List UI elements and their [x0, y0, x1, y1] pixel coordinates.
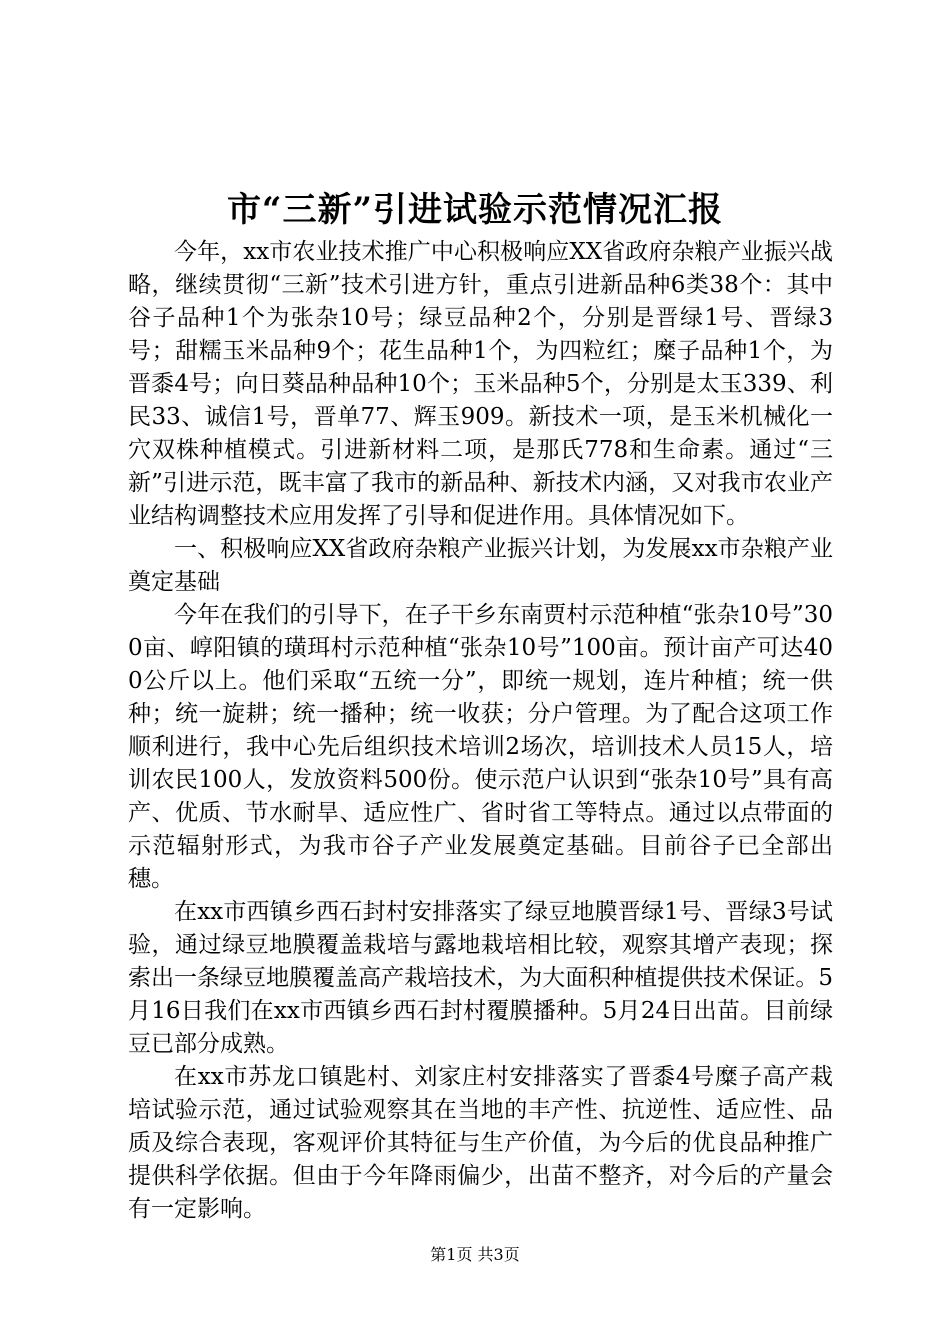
paragraph-mung-bean: 在xx市西镇乡西石封村安排落实了绿豆地膜晋绿1号、晋绿3号试验，通过绿豆地膜覆盖栽培与露地栽培相比较，观察其增产表现；探索出一条绿豆地膜覆盖高产栽培技术，为大面积种植提供技术保证。5月16日我们在xx市西镇乡西石封村覆膜播种。5月24日出苗。目前绿豆已部分成熟。: [128, 899, 833, 1057]
section-heading: 一、积极响应XX省政府杂粮产业振兴计划，为发展xx市杂粮产业奠定基础: [128, 536, 833, 595]
page-footer: 第1页 共3页: [430, 1245, 520, 1264]
paragraph-broomcorn-millet: 在xx市苏龙口镇匙村、刘家庄村安排落实了晋黍4号糜子高产栽培试验示范，通过试验观察其在当地的丰产性、抗逆性、适应性、品质及综合表现，客观评价其特征与生产价值，为今后的优良品种推广提供科学依据。但由于今年降雨偏少，出苗不整齐，对今后的产量会有一定影响。: [128, 1064, 833, 1222]
document-body: [128, 236, 833, 1226]
page-title: 市“三新”引进试验示范情况汇报: [226, 190, 724, 230]
paragraph-millet: 今年在我们的引导下，在子干乡东南贾村示范种植“张杂10号”300亩、崞阳镇的璜珥村示范种植“张杂10号”100亩。预计亩产可达400公斤以上。他们采取“五统一分”，即统一规划，连片种植；统一供种；统一旋耕；统一播种；统一收获；分户管理。为了配合这项工作顺利进行，我中心先后组织技术培训2场次，培训技术人员15人，培训农民100人，发放资料500份。使示范户认识到“张杂10号”具有高产、优质、节水耐旱、适应性广、省时省工等特点。通过以点带面的示范辐射形式，为我市谷子产业发展奠定基础。目前谷子已全部出穗。: [128, 602, 833, 892]
paragraph-intro: 今年，xx市农业技术推广中心积极响应XX省政府杂粮产业振兴战略，继续贯彻“三新”技术引进方针，重点引进新品种6类38个：其中谷子品种1个为张杂10号；绿豆品种2个，分别是晋绿1号、晋绿3号；甜糯玉米品种9个；花生品种1个，为四粒红；糜子品种1个，为晋黍4号；向日葵品种品种10个；玉米品种5个，分别是太玉339、利民33、诚信1号，晋单77、辉玉909。新技术一项，是玉米机械化一穴双株种植模式。引进新材料二项，是那氏778和生命素。通过“三新”引进示范，既丰富了我市的新品种、新技术内涵，又对我市农业产业结构调整技术应用发挥了引导和促进作用。具体情况如下。: [128, 239, 833, 529]
